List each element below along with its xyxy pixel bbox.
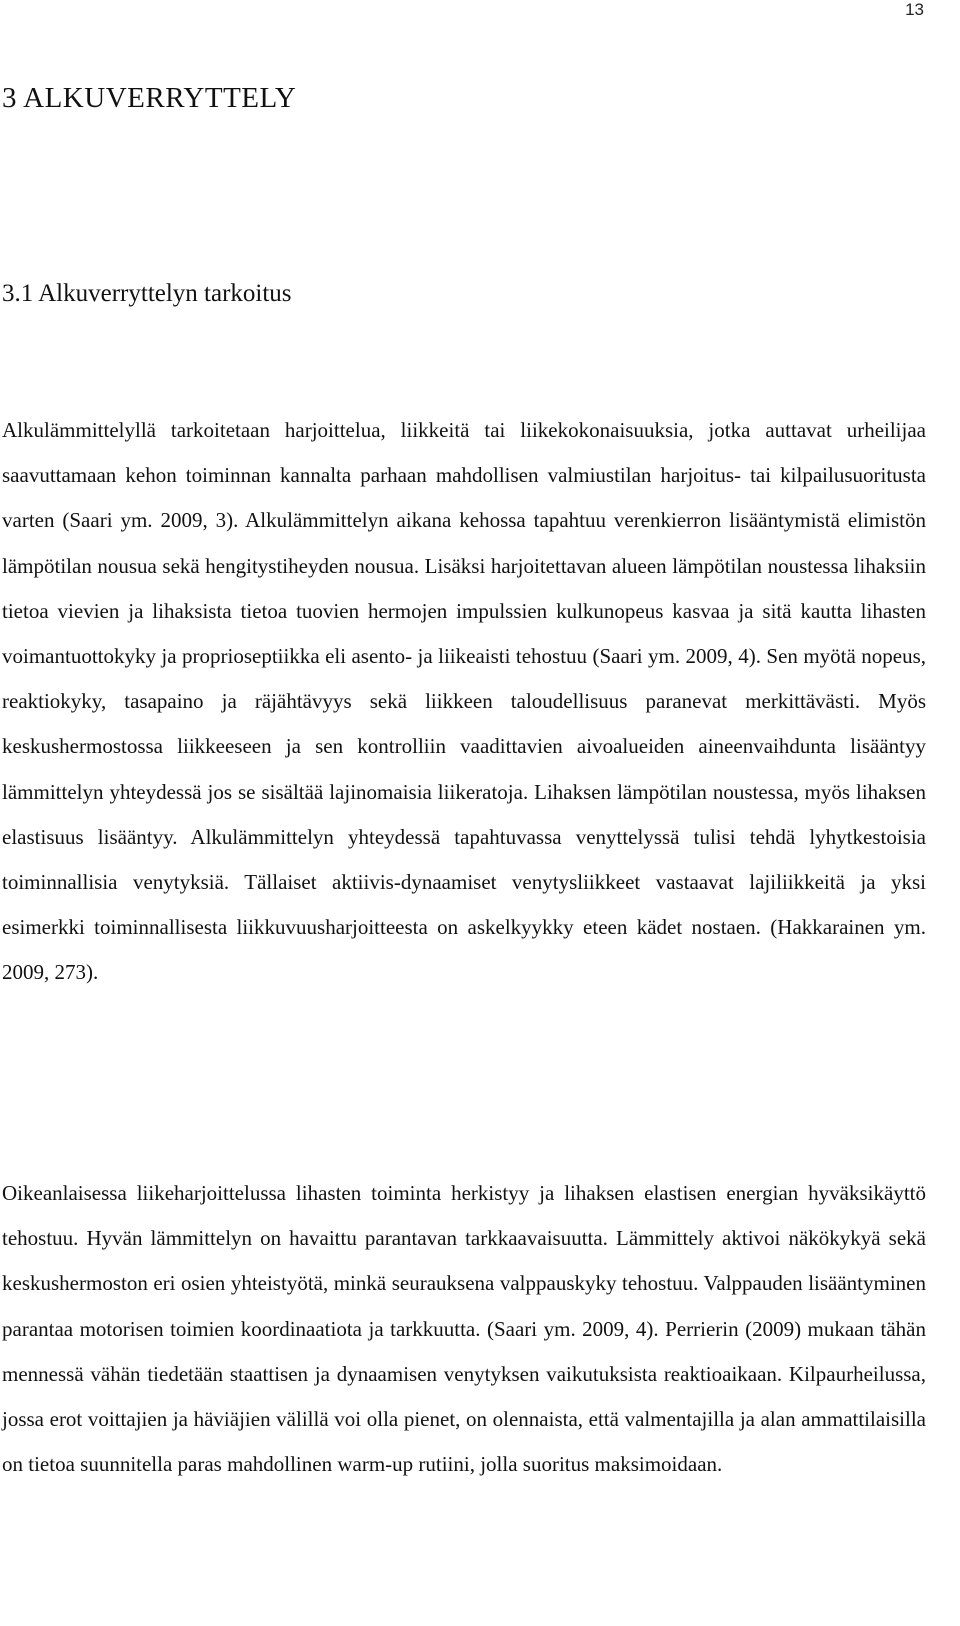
page-number: 13 bbox=[905, 0, 924, 19]
section-heading: 3.1 Alkuverryttelyn tarkoitus bbox=[2, 280, 292, 307]
body-paragraph: Alkulämmittelyllä tarkoitetaan harjoittelua, liikkeitä tai liikekokonaisuuksia, jotka auttavat urheilijaa saavuttamaan kehon toiminnan kannalta parhaan mahdollisen valmiustilan harjoitus- tai kilpailusuoritusta varten (Saari ym. 2009, 3). Alkulämmittelyn aikana kehossa tapahtuu verenkierron lisääntymistä elimistön lämpötilan nousua sekä hengitystiheyden nousua. Lisäksi harjoitettavan alueen lämpötilan noustessa lihaksiin tietoa vievien ja lihaksista tietoa tuovien hermojen impulssien kulkunopeus kasvaa ja sitä kautta lihasten voimantuottokyky ja proprioseptiikka eli asento- ja liikeaisti tehostuu (Saari ym. 2009, 4). Sen myötä nopeus, reaktiokyky, tasapaino ja räjähtävyys sekä liikkeen taloudellisuus paranevat merkittävästi. Myös keskushermostossa liikkeeseen ja sen kontrolliin vaadittavien aivoalueiden aineenvaihdunta lisääntyy lämmittelyn yhteydessä jos se sisältää lajinomaisia liikeratoja. Lihaksen lämpötilan noustessa, myös lihaksen elastisuus lisääntyy. Alkulämmittelyn yhteydessä tapahtuvassa venyttelyssä tulisi tehdä lyhytkestoisia toiminnallisia venytyksiä. Tällaiset aktiivis-dynaamiset venytysliikkeet vastaavat lajiliikkeitä ja yksi esimerkki toiminnallisesta liikkuvuusharjoitteesta on askelkyykky eteen kädet nostaen. (Hakkarainen ym. 2009, 273). bbox=[2, 418, 926, 985]
chapter-heading: 3 ALKUVERRYTTELY bbox=[2, 82, 297, 114]
body-paragraph: Oikeanlaisessa liikeharjoittelussa lihasten toiminta herkistyy ja lihaksen elastisen energian hyväksikäyttö tehostuu. Hyvän lämmittelyn on havaittu parantavan tarkkaavaisuutta. Lämmittely aktivoi näkökykyä sekä keskushermoston eri osien yhteistyötä, minkä seurauksena valppauskyky tehostuu. Valppauden lisääntyminen parantaa motorisen toimien koordinaatiota ja tarkkuutta. (Saari ym. 2009, 4). Perrierin (2009) mukaan tähän mennessä vähän tiedetään staattisen ja dynaamisen venytyksen vaikutuksista reaktioaikaan. Kilpaurheilussa, jossa erot voittajien ja häviäjien välillä voi olla pienet, on olennaista, että valmentajilla ja alan ammattilaisilla on tietoa suunnitella paras mahdollinen warm-up rutiini, jolla suoritus maksimoidaan. bbox=[2, 1181, 926, 1477]
